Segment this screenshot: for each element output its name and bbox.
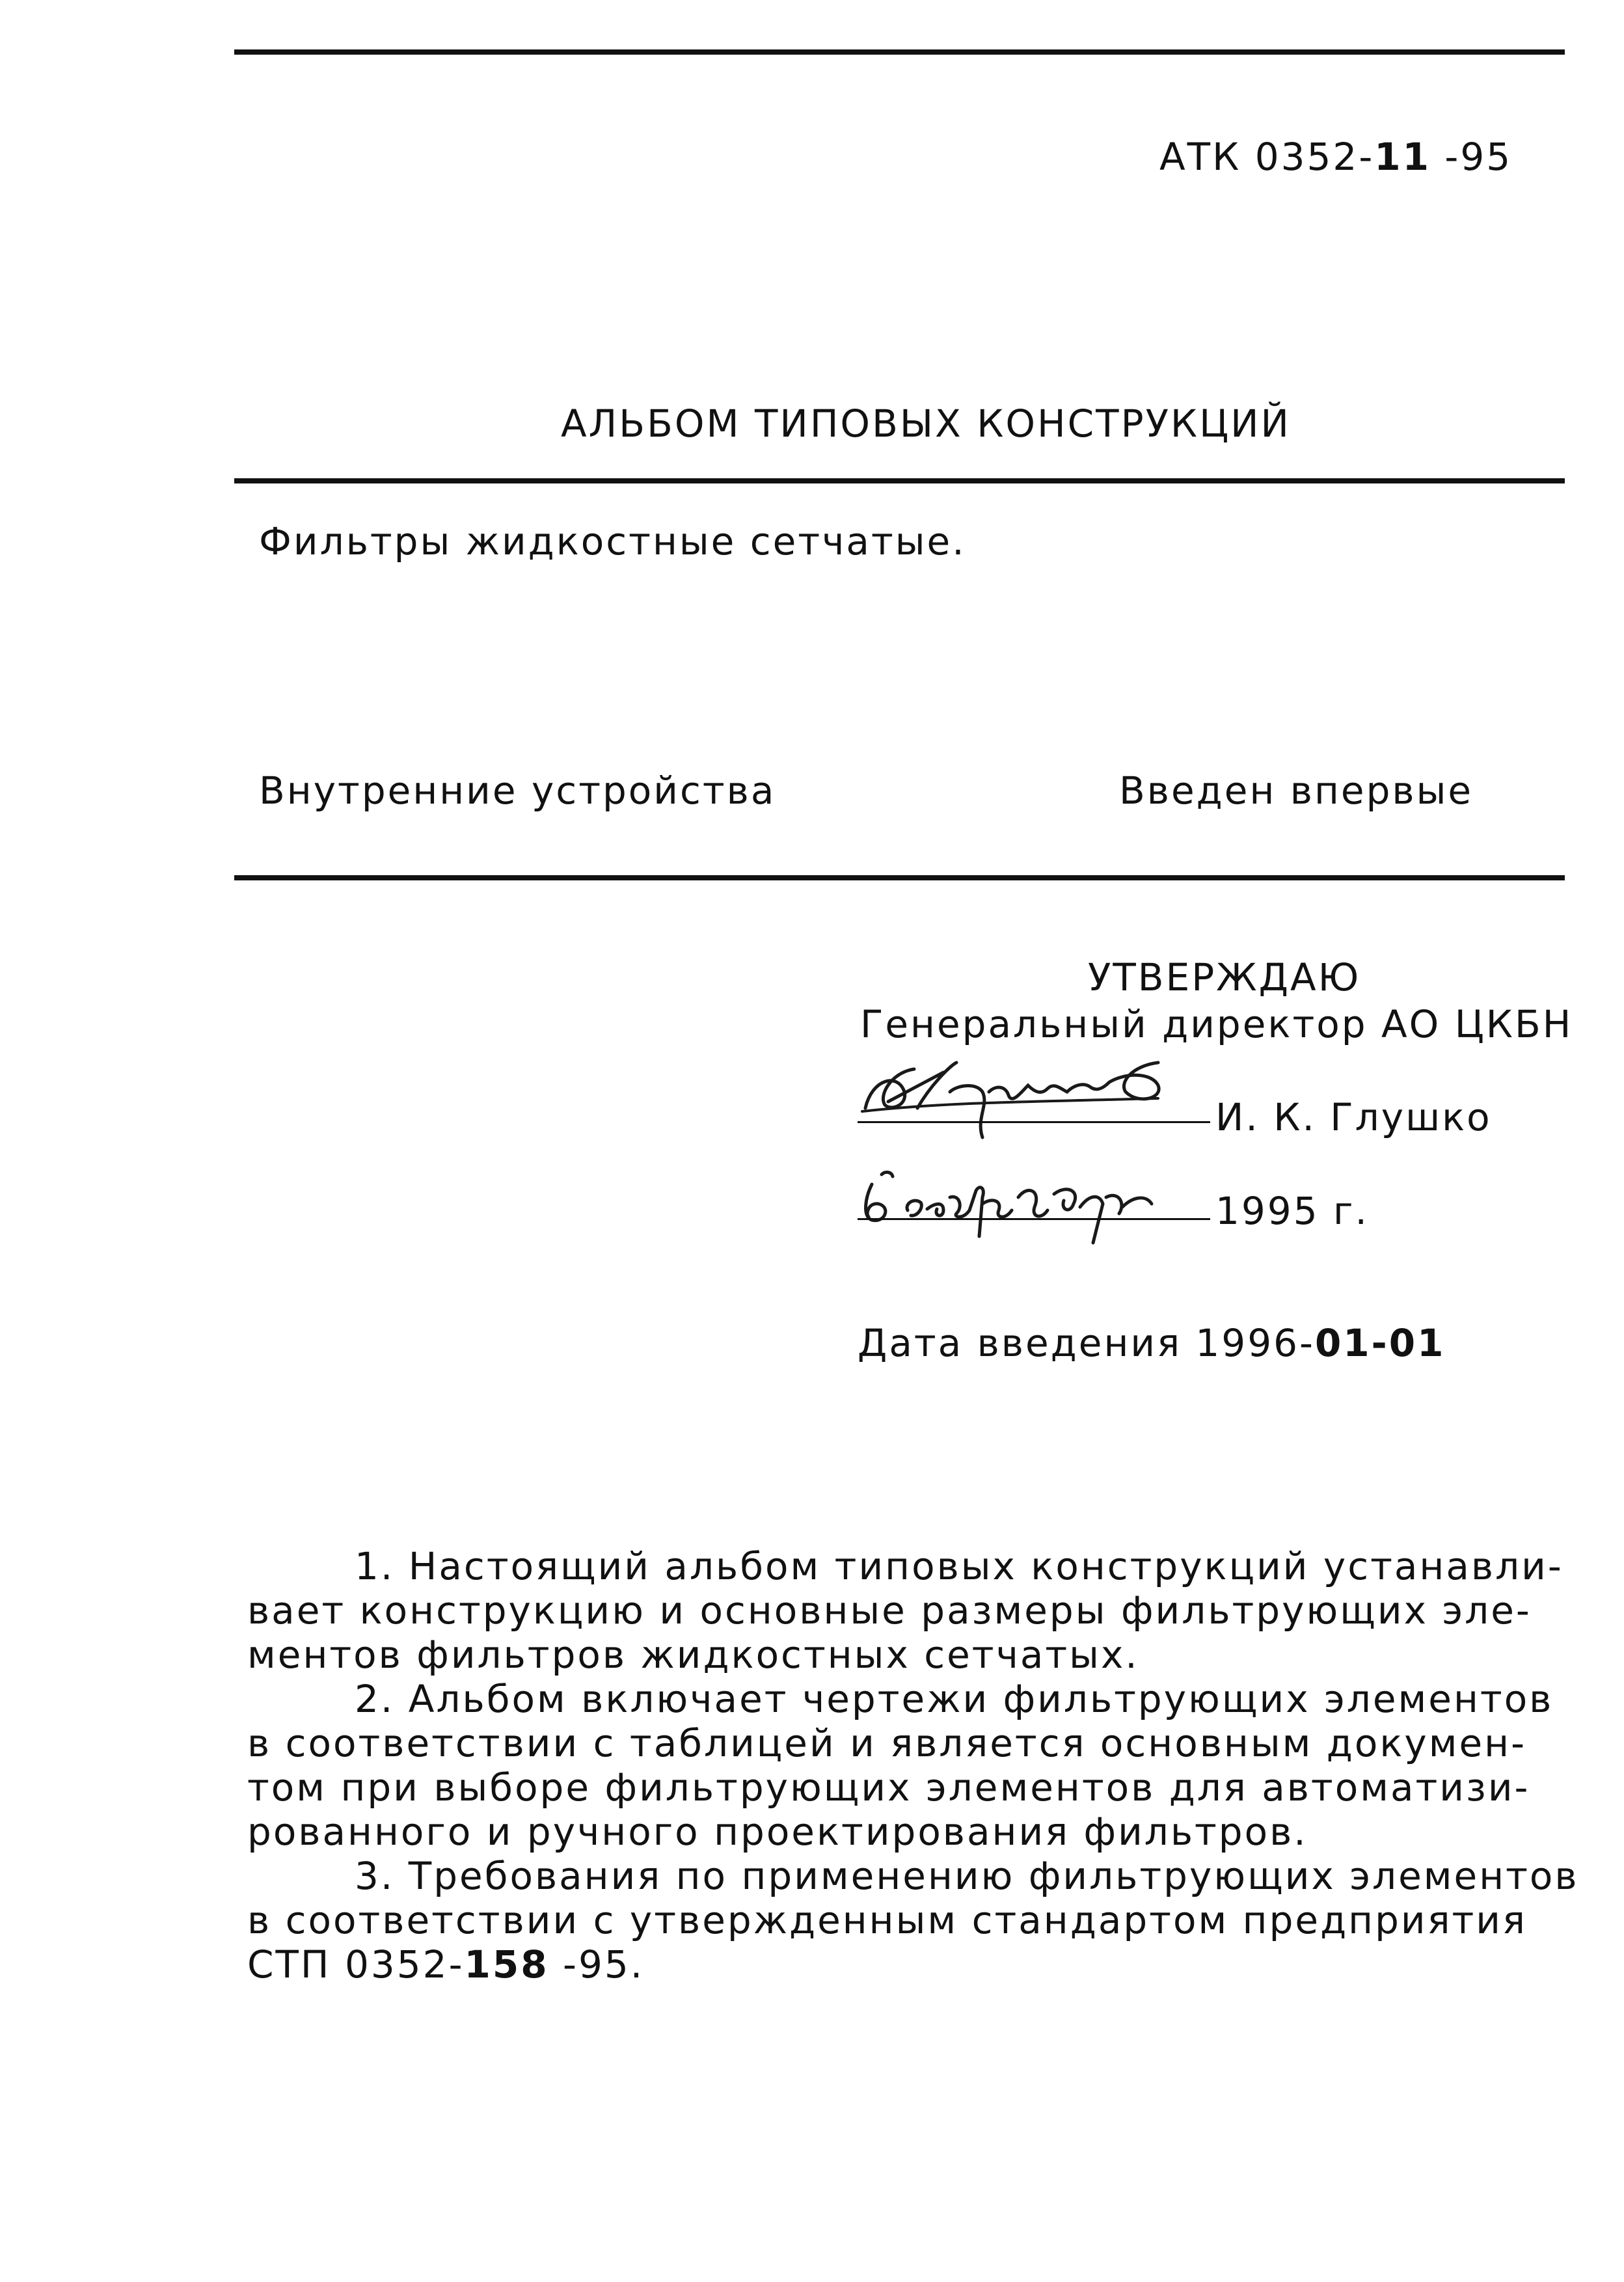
document-code-prefix: АТК 0352- <box>1159 135 1375 179</box>
paragraph-2-line-4: рованного и ручного проектирования фильтров. <box>247 1810 1308 1854</box>
document-code-suffix: -95 <box>1430 135 1513 179</box>
paragraph-3-line-1: 3. Требования по применению фильтрующих элементов <box>355 1854 1579 1898</box>
approval-year: 1995 г. <box>1215 1189 1369 1233</box>
section-rule <box>234 875 1565 880</box>
title-rule <box>234 478 1565 483</box>
document-code-number: 11 <box>1374 135 1431 179</box>
standard-suffix: -95. <box>548 1942 645 1987</box>
section-label: Внутренние устройства <box>259 768 776 813</box>
body-text <box>247 1544 1579 1987</box>
introduction-date <box>858 1321 1446 1365</box>
album-title: АЛЬБОМ ТИПОВЫХ КОНСТРУКЦИЙ <box>561 401 1291 446</box>
paragraph-3-line-3 <box>247 1942 1522 1987</box>
paragraph-1-line-1: 1. Настоящий альбом типовых конструкций устанавли- <box>355 1544 1563 1588</box>
paragraph-1-line-3: ментов фильтров жидкостных сетчатых. <box>247 1633 1139 1677</box>
introduction-date-value: 01-01 <box>1314 1321 1446 1365</box>
approval-position: Генеральный директор АО ЦКБН <box>860 1002 1573 1046</box>
status-label: Введен впервые <box>1119 768 1474 813</box>
subject-line: Фильтры жидкостные сетчатые. <box>259 519 966 564</box>
approval-heading: УТВЕРЖДАЮ <box>1088 955 1361 999</box>
standard-number: 158 <box>464 1942 549 1987</box>
standard-prefix: СТП 0352- <box>247 1942 465 1987</box>
date-underline <box>858 1218 1210 1220</box>
signature-handwriting <box>852 1046 1217 1144</box>
paragraph-3-line-2: в соответствии с утвержденным стандартом предприятия <box>247 1898 1527 1942</box>
paragraph-1-line-2: вает конструкцию и основные размеры фильтрующих эле- <box>247 1588 1532 1633</box>
top-rule <box>234 49 1565 55</box>
signature-underline <box>858 1121 1210 1123</box>
approver-name: И. К. Глушко <box>1215 1095 1492 1139</box>
paragraph-2-line-2: в соответствии с таблицей и является основным докумен- <box>247 1721 1527 1765</box>
document-code <box>1159 135 1513 179</box>
handwritten-date <box>846 1158 1210 1256</box>
paragraph-2-line-1: 2. Альбом включает чертежи фильтрующих элементов <box>355 1677 1554 1721</box>
paragraph-2-line-3: том при выборе фильтрующих элементов для автоматизи- <box>247 1765 1530 1810</box>
introduction-date-label: Дата введения 1996- <box>858 1321 1315 1365</box>
